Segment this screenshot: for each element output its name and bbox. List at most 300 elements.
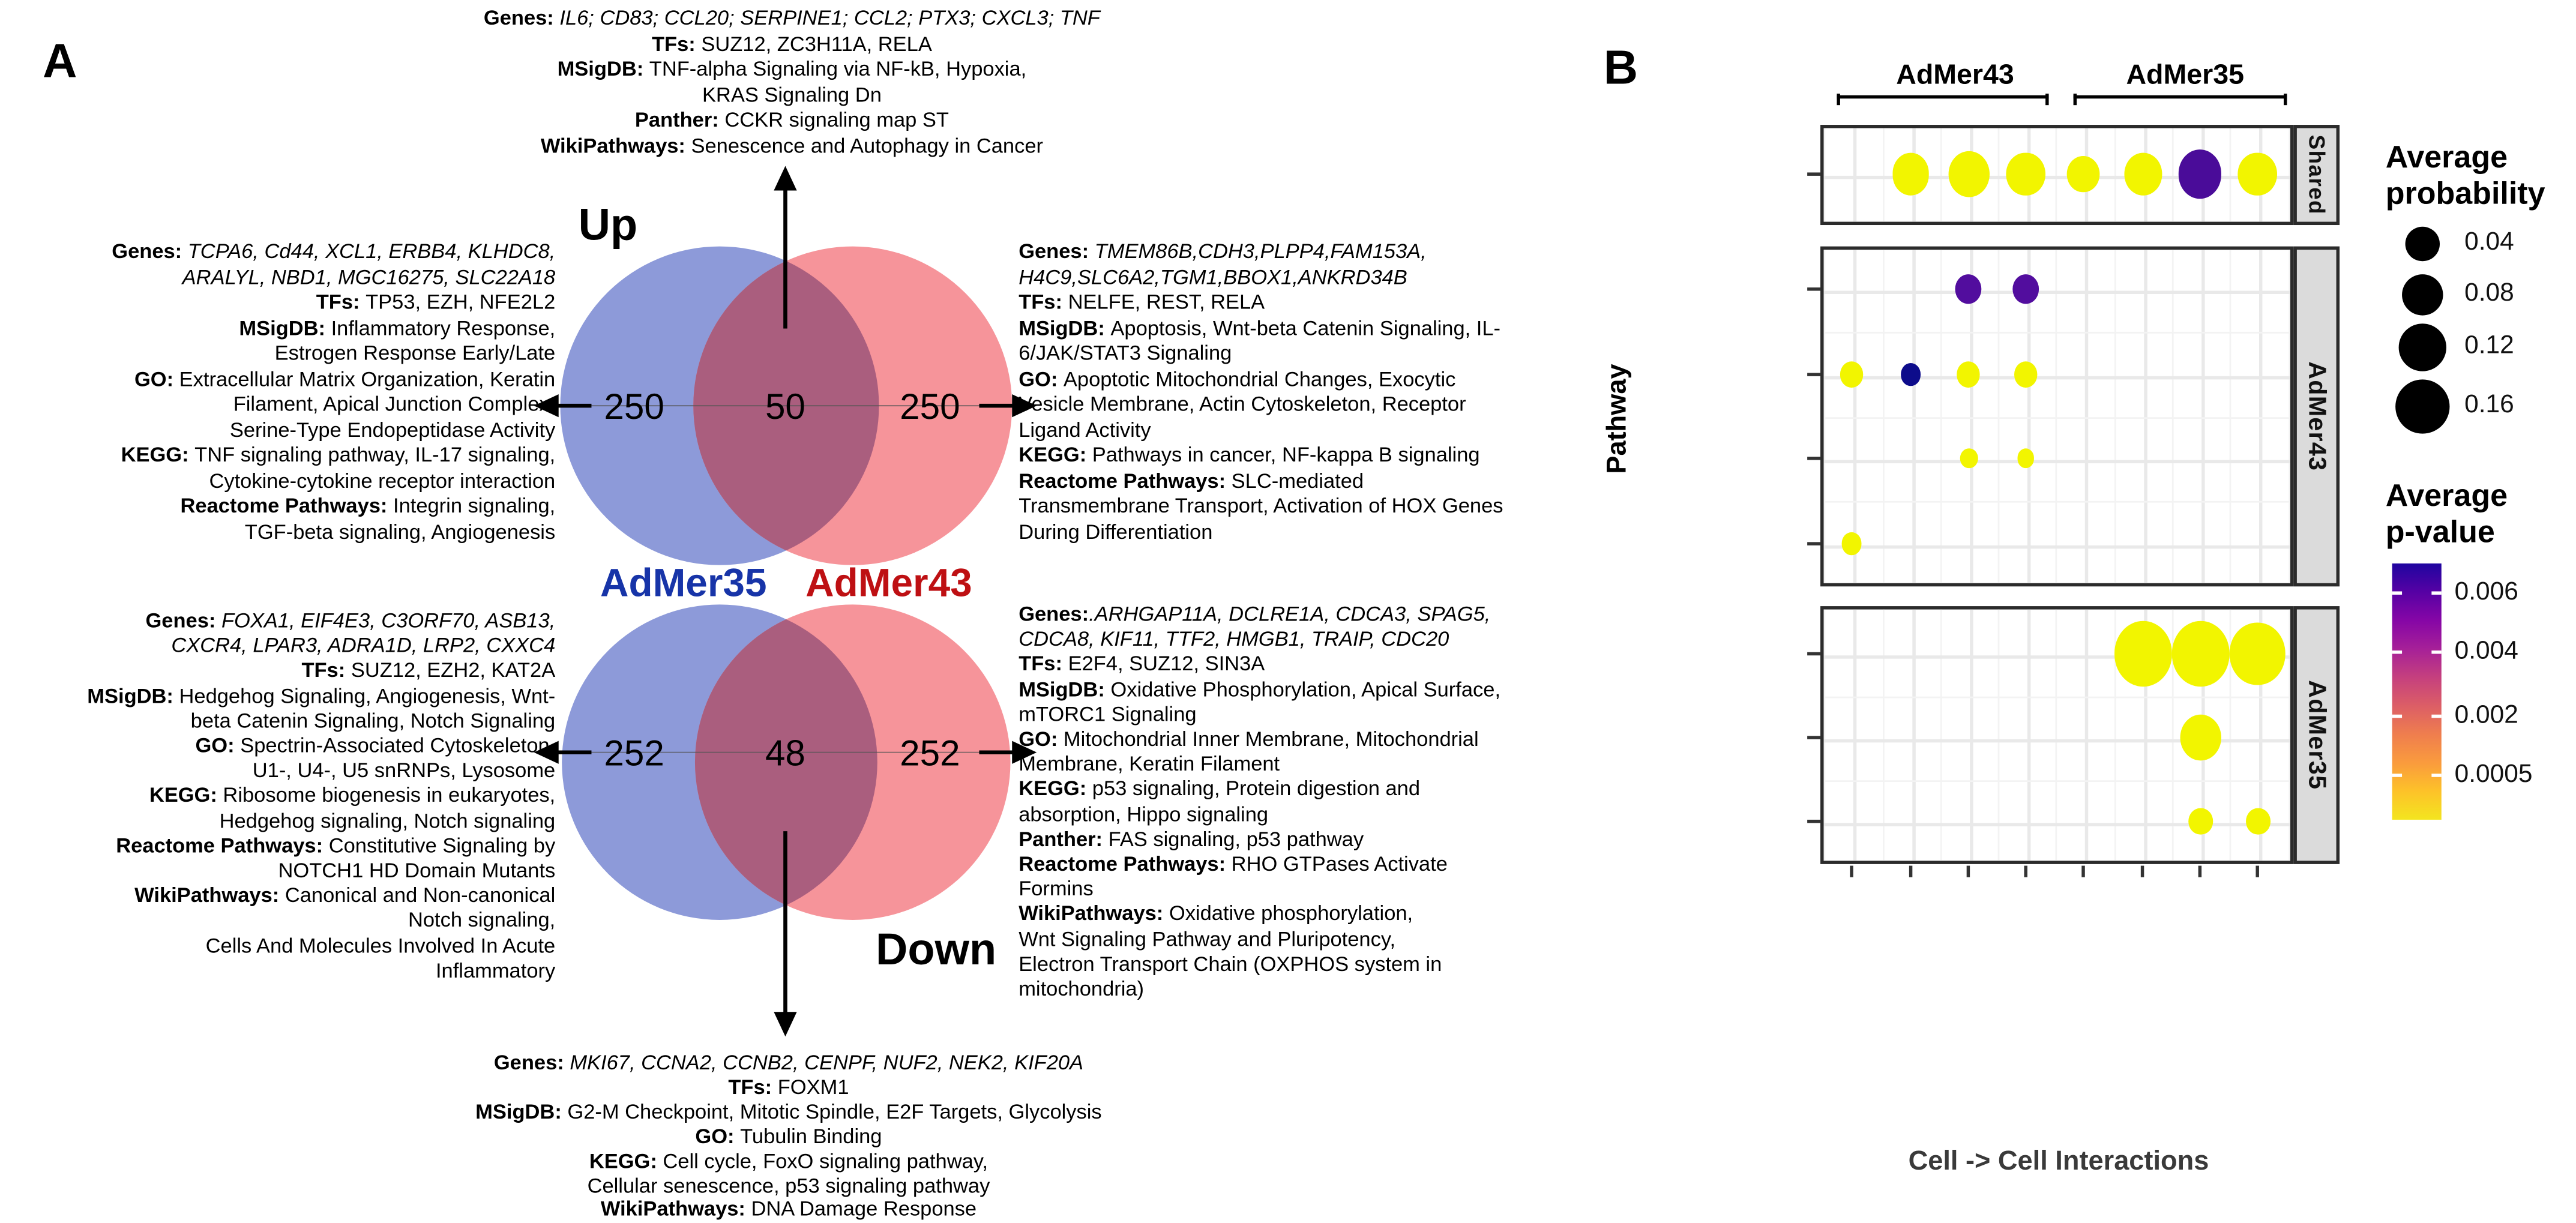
bubble-sema3-col2: [1901, 364, 1921, 386]
annotation-line: [1019, 952, 1597, 978]
annotation-segment: Pathways in cancer, NF-kappa B signaling: [1092, 443, 1480, 467]
gridline-major-horizontal: [1824, 823, 2290, 826]
annotation-segment: Panther:: [1019, 828, 1109, 851]
annotation-line: [1019, 728, 1597, 753]
annotation-line: [1019, 877, 1597, 903]
annotation-line: [33, 684, 555, 709]
color-legend-tick-right: [2431, 651, 2441, 654]
annotation-segment: Cellular senescence, p53 signaling pathway: [587, 1173, 990, 1197]
annotation-line: [411, 109, 1173, 134]
annotation-line: [1019, 603, 1597, 628]
annotation-line: [394, 1149, 1183, 1174]
color-legend-tick-right: [2431, 774, 2441, 777]
facet-strip-shared: [2293, 125, 2340, 225]
annotation-line: [33, 240, 555, 265]
gridline-major-vertical: [2260, 250, 2262, 583]
gridline-minor-horizontal: [1824, 418, 2290, 419]
bubble-cypa-col6: [2114, 622, 2171, 686]
annotation-line: [1019, 628, 1597, 653]
annotation-segment: MKI67, CCNA2, CCNB2, CENPF, NUF2, NEK2, KIF20A: [570, 1051, 1084, 1075]
gridline-minor-vertical: [1883, 128, 1885, 222]
facet-panel-admer43: [1820, 247, 2293, 587]
color-legend-tick-label: 0.002: [2454, 701, 2518, 730]
annotation-segment: mitochondria): [1019, 977, 1145, 1001]
bubble-cypa-col7: [2171, 622, 2228, 686]
bubble-ncwnt-col1: [1841, 532, 1862, 555]
annotation-segment: Canonical and Non-canonical: [284, 884, 556, 907]
annotation-line: [394, 1076, 1183, 1101]
gridline-minor-horizontal: [1824, 697, 2290, 699]
color-legend-tick-left: [2392, 715, 2402, 718]
annotation-segment: E2F4, SUZ12, SIN3A: [1068, 652, 1265, 676]
annotation-segment: Reactome Pathways:: [116, 834, 329, 858]
annotation-line: [33, 834, 555, 859]
annotation-segment: Hedgehog signaling, Notch signaling: [219, 809, 556, 832]
annotation-line: [33, 934, 555, 960]
annotation-line: [33, 759, 555, 784]
gridline-major-vertical: [2144, 250, 2147, 583]
annotation-segment: Wnt Signaling Pathway and Pluripotency,: [1019, 927, 1396, 951]
annotation-bottom: [394, 1051, 1183, 1223]
annotation-line: [411, 83, 1173, 108]
annotation-line: [33, 810, 555, 835]
gridline-minor-vertical: [2230, 128, 2231, 222]
annotation-line: [33, 610, 555, 635]
annotation-segment: Inflammatory Response,: [331, 316, 556, 340]
gridline-major-horizontal: [1824, 291, 2290, 293]
annotation-line: [1019, 678, 1597, 703]
annotation-segment: U1-, U4-, U5 snRNPs, Lysosome: [252, 759, 556, 783]
annotation-segment: GO:: [695, 1125, 741, 1148]
annotation-line: [1019, 367, 1597, 392]
annotation-segment: Electron Transport Chain (OXPHOS system in: [1019, 952, 1442, 976]
annotation-line: [1019, 753, 1597, 778]
annotation-segment: Senescence and Autophagy in Cancer: [691, 134, 1043, 157]
bubble-mk-col7: [2178, 150, 2222, 199]
arrow-down-head: [774, 1012, 796, 1036]
annotation-segment: Membrane, Keratin Filament: [1019, 753, 1280, 776]
size-legend-value: 0.04: [2464, 228, 2514, 257]
annotation-lower-right: [1019, 603, 1597, 1003]
y-tick: [1807, 736, 1820, 739]
group-bracket-admer43: [1837, 95, 2048, 98]
annotation-line: [1019, 853, 1597, 878]
annotation-segment: FOXA1, EIF4E3, C3ORF70, ASB13,: [221, 609, 556, 633]
annotation-segment: MSigDB:: [1019, 316, 1111, 340]
annotation-line: [1019, 443, 1597, 469]
gridline-minor-vertical: [2173, 128, 2174, 222]
annotation-segment: TNF-alpha Signaling via NF-kB, Hypoxia,: [649, 57, 1027, 81]
facet-panel-shared: [1820, 125, 2293, 225]
annotation-line: [394, 1101, 1183, 1125]
bubble-mk-col5: [2067, 155, 2100, 192]
size-legend-dot: [2398, 323, 2445, 370]
annotation-segment: Notch signaling,: [408, 909, 556, 933]
gridline-minor-vertical: [1824, 128, 1826, 222]
annotation-segment: KEGG:: [149, 784, 223, 808]
annotation-segment: .ARHGAP11A, DCLRE1A, CDCA3, SPAG5,: [1089, 602, 1491, 626]
gridline-minor-vertical: [2289, 128, 2291, 222]
annotation-segment: Formins: [1019, 877, 1094, 901]
bubble-visfatin-col7: [2179, 715, 2220, 761]
annotation-line: [411, 7, 1173, 32]
annotation-line: [394, 1125, 1183, 1149]
annotation-line: [33, 735, 555, 760]
color-legend-tick-left: [2392, 651, 2402, 654]
annotation-line: [411, 134, 1173, 159]
annotation-segment: absorption, Hippo signaling: [1019, 802, 1269, 826]
arrow-up-head: [774, 166, 796, 190]
gridline-minor-vertical: [1883, 250, 1885, 583]
annotation-segment: 6/JAK/STAT3 Signaling: [1019, 341, 1232, 365]
annotation-line: [33, 859, 555, 885]
venn-down-left-count: 252: [604, 732, 664, 774]
annotation-segment: Transmembrane Transport, Activation of HOX Genes: [1019, 494, 1503, 518]
annotation-line: [33, 341, 555, 367]
annotation-line: [411, 58, 1173, 83]
annotation-segment: Integrin signaling,: [393, 494, 556, 518]
annotation-line: [33, 660, 555, 685]
annotation-line: [1019, 778, 1597, 803]
venn-down-overlap-count: 48: [765, 732, 805, 774]
gridline-major-vertical: [2085, 250, 2087, 583]
annotation-line: [33, 634, 555, 660]
gridline-minor-vertical: [2289, 250, 2291, 583]
annotation-line: [33, 709, 555, 735]
annotation-segment: KEGG:: [121, 443, 195, 467]
annotation-segment: Reactome Pathways:: [1019, 469, 1232, 492]
x-tick: [2024, 866, 2027, 877]
bubble-mk-col6: [2123, 153, 2161, 195]
annotation-segment: IL6; CD83; CCL20; SERPINE1; CCL2; PTX3; CXCL3; TNF: [559, 6, 1100, 30]
annotation-segment: Cytokine-cytokine receptor interaction: [209, 469, 556, 492]
annotation-top: [411, 7, 1173, 160]
annotation-upper-right: [1019, 240, 1597, 545]
annotation-segment: FOXM1: [777, 1075, 849, 1099]
annotation-segment: Estrogen Response Early/Late: [274, 341, 556, 365]
annotation-segment: TFs:: [1019, 290, 1068, 314]
size-legend-dot: [2401, 274, 2442, 314]
x-axis-title: Cell -> Cell Interactions: [1908, 1146, 2209, 1176]
annotation-line: [33, 520, 555, 545]
bubble-plau-col7: [2188, 808, 2212, 835]
annotation-segment: Genes:: [493, 1051, 570, 1075]
venn-up-right-count: 250: [900, 386, 960, 427]
annotation-line: [33, 494, 555, 520]
color-legend-title-line2: p-value: [2385, 515, 2495, 551]
annotation-segment: p53 signaling, Protein digestion and: [1092, 777, 1421, 801]
color-legend-tick-right: [2431, 591, 2441, 594]
color-legend-tick-left: [2392, 774, 2402, 777]
annotation-segment: WikiPathways:: [134, 884, 285, 907]
x-tick: [1850, 866, 1853, 877]
annotation-segment: MSigDB:: [87, 684, 179, 708]
gridline-minor-horizontal: [1824, 501, 2290, 503]
annotation-line: [1019, 653, 1597, 678]
annotation-line: [1019, 520, 1597, 545]
annotation-line: [1019, 469, 1597, 494]
annotation-segment: KRAS Signaling Dn: [702, 83, 882, 106]
annotation-segment: WikiPathways:: [540, 134, 691, 157]
gridline-minor-vertical: [2115, 128, 2117, 222]
color-legend-title-line1: Average: [2385, 479, 2508, 514]
annotation-line: [33, 291, 555, 316]
set-label-admer43: AdMer43: [805, 562, 972, 607]
gridline-minor-vertical: [2056, 250, 2057, 583]
annotation-segment: FAS signaling, p53 pathway: [1108, 828, 1364, 851]
panel-b-label: B: [1603, 43, 1639, 95]
facet-strip-admer43-label: AdMer43: [2302, 361, 2331, 472]
group-bracket-admer35: [2074, 95, 2287, 98]
facet-strip-admer35-label: AdMer35: [2302, 680, 2331, 790]
annotation-segment: Reactome Pathways:: [180, 494, 394, 518]
x-tick: [1909, 866, 1912, 877]
panel-a-label: A: [43, 36, 77, 89]
gridline-minor-vertical: [2056, 128, 2057, 222]
y-tick: [1807, 542, 1820, 545]
annotation-segment: TP53, EZH, NFE2L2: [366, 290, 556, 314]
annotation-segment: Reactome Pathways:: [1019, 852, 1232, 876]
color-legend-tick-left: [2392, 591, 2402, 594]
bubble-mk-col3: [1948, 151, 1988, 197]
y-tick: [1807, 652, 1820, 655]
bubble-mk-col2: [1892, 154, 1930, 195]
annotation-segment: CCKR signaling map ST: [724, 108, 949, 131]
annotation-upper-left: [33, 240, 555, 545]
annotation-segment: KEGG:: [589, 1149, 663, 1173]
annotation-segment: NELFE, REST, RELA: [1068, 290, 1265, 314]
color-legend-gradient-bar: [2392, 563, 2442, 820]
y-tick: [1807, 820, 1820, 823]
gridline-minor-vertical: [1998, 128, 2000, 222]
annotation-segment: CXCR4, LPAR3, ADRA1D, LRP2, CXXC4: [171, 634, 556, 658]
annotation-segment: Vesicle Membrane, Actin Cytoskeleton, Receptor: [1019, 392, 1466, 416]
color-legend-tick-label: 0.0005: [2454, 760, 2533, 789]
annotation-segment: KEGG:: [1019, 777, 1092, 801]
annotation-line: [1019, 803, 1597, 828]
annotation-line: [33, 443, 555, 469]
annotation-segment: Apoptotic Mitochondrial Changes, Exocytic: [1063, 367, 1456, 391]
annotation-segment: Apoptosis, Wnt-beta Catenin Signaling, IL-: [1110, 316, 1501, 340]
annotation-segment: Ribosome biogenesis in eukaryotes,: [223, 784, 556, 808]
bubble-cypa-col8: [2230, 623, 2285, 685]
annotation-line: [33, 784, 555, 810]
annotation-segment: Tubulin Binding: [740, 1125, 882, 1148]
annotation-segment: GO:: [1019, 727, 1064, 751]
annotation-segment: Cell cycle, FoxO signaling pathway,: [663, 1149, 989, 1173]
annotation-line: [33, 909, 555, 934]
annotation-line: [1019, 494, 1597, 520]
annotation-line: [33, 469, 555, 494]
annotation-segment: MSigDB:: [239, 316, 331, 340]
annotation-segment: beta Catenin Signaling, Notch Signaling: [190, 709, 556, 733]
annotation-line: [1019, 418, 1597, 443]
venn-up-left-count: 250: [604, 386, 664, 427]
annotation-line: [33, 265, 555, 290]
gridline-minor-vertical: [2173, 250, 2174, 583]
annotation-segment: TMEM86B,CDH3,PLPP4,FAM153A,: [1094, 239, 1427, 263]
annotation-segment: Genes:: [1019, 602, 1089, 626]
annotation-segment: Genes:: [145, 609, 221, 633]
y-tick: [1807, 373, 1820, 376]
annotation-segment: GO:: [134, 367, 179, 391]
gridline-minor-horizontal: [1824, 332, 2290, 334]
annotation-segment: Oxidative Phosphorylation, Apical Surface,: [1110, 678, 1501, 701]
annotation-segment: TFs:: [651, 32, 702, 55]
annotation-line: [394, 1198, 1183, 1223]
annotation-line: [33, 392, 555, 418]
annotation-segment: Genes:: [112, 239, 188, 263]
annotation-line: [1019, 392, 1597, 418]
x-tick: [2256, 866, 2259, 877]
annotation-segment: Genes:: [1019, 239, 1095, 263]
annotation-line: [33, 418, 555, 443]
x-tick: [2081, 866, 2084, 877]
facet-strip-admer35: [2293, 606, 2340, 864]
annotation-segment: WikiPathways:: [600, 1198, 751, 1222]
gridline-minor-vertical: [1941, 250, 1943, 583]
annotation-segment: TFs:: [1019, 652, 1068, 676]
annotation-segment: GO:: [1019, 367, 1064, 391]
facet-strip-admer43: [2293, 247, 2340, 587]
gridline-major-horizontal: [1824, 546, 2290, 548]
annotation-segment: MSigDB:: [475, 1100, 568, 1123]
annotation-line: [1019, 316, 1597, 341]
size-legend-dot: [2395, 379, 2449, 433]
x-tick: [2141, 866, 2144, 877]
bubble-bmp-col4: [2017, 449, 2035, 468]
annotation-segment: Mitochondrial Inner Membrane, Mitochondrial: [1063, 727, 1479, 751]
annotation-line: [33, 316, 555, 341]
size-legend-title-line2: probability: [2385, 177, 2545, 212]
annotation-segment: KEGG:: [1019, 443, 1092, 467]
gridline-minor-horizontal: [1824, 781, 2290, 783]
annotation-segment: MSigDB:: [557, 57, 649, 81]
color-legend-title: [2386, 479, 2508, 551]
annotation-segment: Spectrin-Associated Cytoskeleton,: [240, 734, 556, 757]
annotation-line: [1019, 928, 1597, 953]
annotation-segment: SUZ12, EZH2, KAT2A: [351, 659, 556, 683]
venn-down-right-count: 252: [900, 732, 960, 774]
bubble-sema3-col4: [2014, 361, 2038, 388]
size-legend-value: 0.12: [2464, 331, 2514, 360]
gridline-minor-vertical: [1824, 250, 1826, 583]
gridline-minor-vertical: [2115, 250, 2117, 583]
annotation-segment: TNF signaling pathway, IL-17 signaling,: [194, 443, 556, 467]
annotation-segment: TFs:: [301, 659, 351, 683]
annotation-segment: TCPA6, Cd44, XCL1, ERBB4, KLHDC8,: [187, 239, 556, 263]
up-label: Up: [578, 200, 638, 250]
color-legend-tick-label: 0.006: [2454, 578, 2518, 607]
annotation-segment: DNA Damage Response: [751, 1198, 977, 1222]
annotation-line: [33, 367, 555, 392]
annotation-segment: Cells And Molecules Involved In Acute: [205, 934, 556, 957]
annotation-line: [33, 884, 555, 909]
annotation-segment: SLC-mediated: [1231, 469, 1364, 492]
annotation-segment: TFs:: [728, 1075, 778, 1099]
annotation-segment: Ligand Activity: [1019, 418, 1151, 441]
facet-strip-shared-label: Shared: [2304, 134, 2329, 215]
size-legend-dot: [2404, 226, 2439, 260]
group-header-admer43: AdMer43: [1896, 59, 2014, 91]
annotation-segment: SUZ12, ZC3H11A, RELA: [701, 32, 932, 55]
size-legend-title-line1: Average: [2385, 141, 2508, 176]
annotation-line: [1019, 828, 1597, 853]
annotation-segment: Genes:: [483, 6, 560, 30]
annotation-line: [1019, 903, 1597, 928]
annotation-segment: MSigDB:: [1019, 678, 1111, 701]
y-tick: [1807, 287, 1820, 290]
annotation-line: [1019, 265, 1597, 290]
bubble-mk-col8: [2238, 152, 2277, 196]
gridline-major-horizontal: [1824, 460, 2290, 463]
bubble-sema3-col3: [1957, 361, 1981, 388]
annotation-line: [1019, 341, 1597, 367]
annotation-segment: Constitutive Signaling by: [328, 834, 556, 858]
color-legend-tick-right: [2431, 715, 2441, 718]
annotation-segment: Extracellular Matrix Organization, Keratin: [179, 367, 556, 391]
gridline-minor-vertical: [1941, 128, 1943, 222]
annotation-segment: G2-M Checkpoint, Mitotic Spindle, E2F Targets, Glycolysis: [567, 1100, 1102, 1123]
annotation-lower-left: [33, 610, 555, 984]
gridline-major-vertical: [1913, 250, 1915, 583]
annotation-segment: NOTCH1 HD Domain Mutants: [278, 859, 556, 883]
group-header-admer35: AdMer35: [2126, 59, 2245, 91]
annotation-line: [1019, 978, 1597, 1003]
annotation-segment: Hedgehog Signaling, Angiogenesis, Wnt-: [179, 684, 556, 708]
size-legend-value: 0.16: [2464, 391, 2514, 419]
venn-up-overlap-count: 50: [765, 386, 805, 427]
annotation-segment: During Differentiation: [1019, 520, 1213, 543]
annotation-segment: Panther:: [634, 108, 725, 131]
annotation-segment: TGF-beta signaling, Angiogenesis: [244, 520, 556, 543]
annotation-line: [411, 32, 1173, 57]
gridline-minor-vertical: [1998, 250, 2000, 583]
annotation-line: [394, 1051, 1183, 1076]
annotation-line: [33, 959, 555, 984]
gridline-minor-vertical: [2230, 250, 2231, 583]
bubble-egf-col3: [1955, 274, 1982, 304]
y-axis-title: Pathway: [1602, 364, 1633, 474]
size-legend-title: [2386, 141, 2545, 213]
size-legend-value: 0.08: [2464, 279, 2514, 307]
annotation-segment: Serine-Type Endopeptidase Activity: [229, 418, 556, 441]
annotation-segment: GO:: [195, 734, 241, 757]
annotation-segment: Filament, Apical Junction Complex,: [233, 392, 556, 416]
bubble-mk-col4: [2006, 152, 2045, 196]
annotation-segment: RHO GTPases Activate: [1231, 852, 1448, 876]
y-tick: [1807, 457, 1820, 460]
gridline-major-horizontal: [1824, 377, 2290, 379]
annotation-line: [394, 1174, 1183, 1198]
annotation-segment: TFs:: [316, 290, 366, 314]
bubble-plau-col8: [2245, 808, 2270, 835]
annotation-segment: H4C9,SLC6A2,TGM1,BBOX1,ANKRD34B: [1019, 265, 1407, 289]
annotation-segment: Oxidative phosphorylation,: [1169, 903, 1413, 926]
facet-panel-admer35: [1820, 606, 2293, 864]
color-legend-tick-label: 0.004: [2454, 637, 2518, 666]
annotation-segment: CDCA8, KIF11, TTF2, HMGB1, TRAIP, CDC20: [1019, 628, 1449, 651]
bubble-sema3-col1: [1840, 362, 1863, 388]
annotation-segment: Inflammatory: [435, 959, 556, 982]
annotation-segment: WikiPathways:: [1019, 903, 1169, 926]
set-label-admer35: AdMer35: [600, 562, 767, 607]
annotation-segment: mTORC1 Signaling: [1019, 703, 1197, 726]
x-tick: [2198, 866, 2201, 877]
annotation-segment: ARALYL, NBD1, MGC16275, SLC22A18: [182, 265, 556, 289]
bubble-bmp-col3: [1959, 448, 1977, 469]
x-tick: [1967, 866, 1970, 877]
